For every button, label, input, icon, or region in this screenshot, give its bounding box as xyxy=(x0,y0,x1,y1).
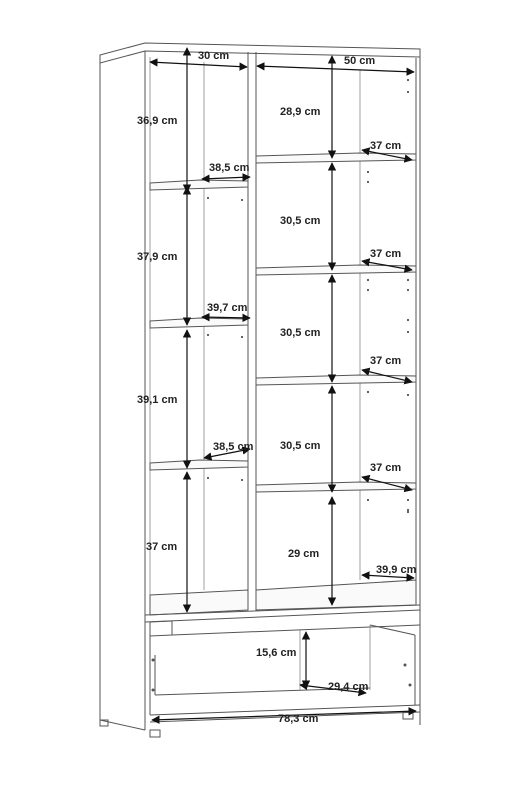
dim-right-comp-1-height: 28,9 cm xyxy=(280,106,321,118)
dim-top-left-width: 30 cm xyxy=(198,50,230,62)
dimension-labels xyxy=(137,50,417,725)
dim-left-comp-3-height: 39,1 cm xyxy=(137,394,178,406)
dim-right-bottom-depth: 39,9 cm xyxy=(376,564,417,576)
dim-right-shelf-1-depth: 37 cm xyxy=(370,140,402,152)
dim-right-comp-4-height: 30,5 cm xyxy=(280,440,321,452)
left-shelf-2 xyxy=(150,318,248,328)
dim-right-comp-3-height: 30,5 cm xyxy=(280,327,321,339)
dim-top-right-width: 50 cm xyxy=(344,55,376,67)
dim-line-top-right-width xyxy=(257,66,414,72)
dim-right-shelf-4-depth: 37 cm xyxy=(370,462,402,474)
dim-left-shelf-3-depth: 38,5 cm xyxy=(213,441,254,453)
dim-line-left-shelf-1 xyxy=(202,177,250,179)
right-shelf-1 xyxy=(256,153,416,163)
dim-line-top-left-width xyxy=(150,62,247,67)
left-shelf-3 xyxy=(150,460,248,470)
dim-right-shelf-2-depth: 37 cm xyxy=(370,248,402,260)
dim-left-comp-2-height: 37,9 cm xyxy=(137,251,178,263)
left-shelves xyxy=(150,180,248,470)
dim-right-shelf-3-depth: 37 cm xyxy=(370,355,402,367)
right-shelf-4 xyxy=(256,482,416,492)
left-shelf-1 xyxy=(150,180,248,190)
dim-left-shelf-2-depth: 39,7 cm xyxy=(207,302,248,314)
dim-drawer-height: 15,6 cm xyxy=(256,647,297,659)
dim-right-comp-5-height: 29 cm xyxy=(288,548,320,560)
dim-overall-width: 78,3 cm xyxy=(278,713,319,725)
dim-left-comp-1-height: 36,9 cm xyxy=(137,115,178,127)
right-shelf-3 xyxy=(256,375,416,385)
dim-left-comp-4-height: 37 cm xyxy=(146,541,178,553)
dim-right-comp-2-height: 30,5 cm xyxy=(280,215,321,227)
dim-drawer-depth: 29,4 cm xyxy=(328,681,369,693)
dim-left-shelf-1-depth: 38,5 cm xyxy=(209,162,250,174)
